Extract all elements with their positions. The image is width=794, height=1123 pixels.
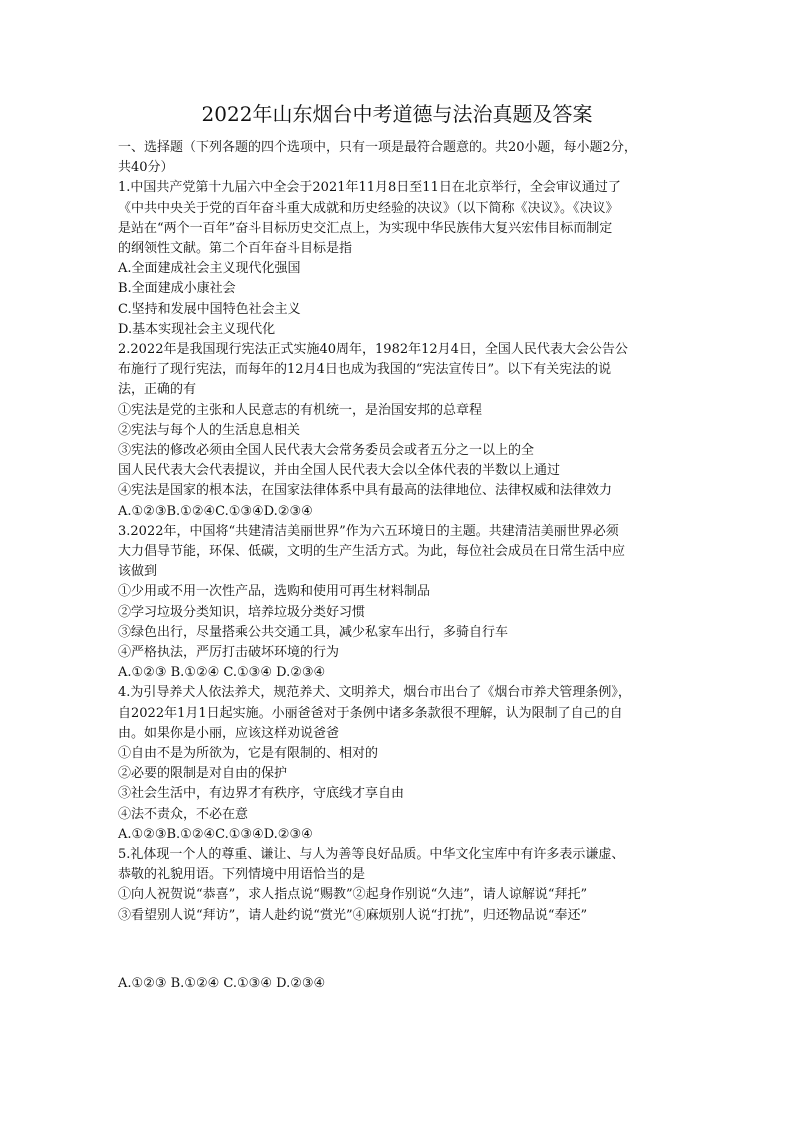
text-line: B.全面建成小康社会 [118,281,236,297]
text-line: ④法不责众，不必在意 [118,806,249,822]
text-line: A.①②③ B.①②④ C.①③④ D.②③④ [118,665,326,681]
section-heading: 一、选择题（下列各题的四个选项中，只有一项是最符合题意的。共20小题，每小题2分， [118,140,637,155]
question-3: 3.2022年，中国将“共建清洁美丽世界”作为六五环境日的主题。共建清洁美丽世界必须 [118,523,619,539]
question-2: 2.2022年是我国现行宪法正式实施40周年，1982年12月4日，全国人民代表大会公告公 [118,342,628,357]
text-line: 法，正确的有 [118,382,197,398]
text-line: 该做到 [118,564,158,580]
text-line: ②学习垃圾分类知识，培养垃圾分类好习惯 [118,604,366,620]
question-5: 5.礼体现一个人的尊重、谦让、与人为善等良好品质。中华文化宝库中有许多表示谦虚、 [118,847,625,862]
text-line: ④严格执法，严厉打击破坏环境的行为 [118,645,340,660]
text-line: ①自由不是为所欲为，它是有限制的、相对的 [118,746,379,761]
text-line: C.坚持和发展中国特色社会主义 [118,301,301,317]
text-line: 是站在“两个一百年”奋斗目标历史交汇点上，为实现中华民族伟大复兴宏伟目标而制定 [118,220,613,236]
text-line: ③宪法的修改必须由全国人民代表大会常务委员会或者五分之一以上的全 [118,443,535,458]
text-line: 恭敬的礼貌用语。下列情境中用语恰当的是 [118,867,366,883]
text-line: 《中共中央关于党的百年奋斗重大成就和历史经验的决议》（以下简称《决议》。《决议》 [118,200,619,216]
text-line: ③绿色出行，尽量搭乘公共交通工具，减少私家车出行，多骑自行车 [118,624,509,640]
text-line: A.全面建成社会主义现代化强国 [118,261,301,277]
text-line: ③社会生活中，有边界才有秩序，守底线才享自由 [118,786,405,802]
question-4: 4.为引导养犬人依法养犬，规范养犬、文明养犬，烟台市出台了《烟台市养犬管理条例》， [118,685,631,701]
text-line: ③看望别人说“拜访”，请人赴约说“赏光”④麻烦别人说“打扰”，归还物品说“奉还” [118,907,588,923]
text-line: 国人民代表大会代表提议，并由全国人民代表大会以全体代表的半数以上通过 [118,463,561,479]
text-line: 布施行了现行宪法，而每年的12月4日也成为我国的“宪法宣传日”。以下有关宪法的说 [118,362,612,378]
text-line: A.①②③ B.①②④ C.①③④ D.②③④ [118,976,326,991]
text-line: 大力倡导节能，环保、低碳，文明的生产生活方式。为此，每位社会成员在日常生活中应 [118,544,626,559]
text-line: A.①②③B.①②④C.①③④D.②③④ [118,503,313,519]
text-line: D.基本实现社会主义现代化 [118,321,276,337]
text-line: ②必要的限制是对自由的保护 [118,766,288,782]
text-line: ①少用或不用一次性产品，选购和使用可再生材料制品 [118,584,431,600]
text-line: ④宪法是国家的根本法，在国家法律体系中具有最高的法律地位、法律权威和法律效力 [118,483,613,499]
page-title: 2022年山东烟台中考道德与法治真题及答案 [201,102,593,126]
text-line: ②宪法与每个人的生活息息相关 [118,422,301,438]
question-1: 1.中国共产党第十九届六中全会于2021年11月8日至11日在北京举行，全会审议通过了 [118,180,621,196]
text-line: A.①②③B.①②④C.①③④D.②③④ [118,826,313,842]
text-line: ①向人祝贺说“恭喜”，求人指点说“赐教”②起身作别说“久违”，请人谅解说“拜托” [118,887,588,903]
text-line: ①宪法是党的主张和人民意志的有机统一，是治国安邦的总章程 [118,402,483,418]
text-line: 自2022年1月1日起实施。小丽爸爸对于条例中诸多条款很不理解，认为限制了自己的自 [118,705,623,721]
text-line: 由。如果你是小丽，应该这样劝说爸爸 [118,725,340,741]
text-line: 的纲领性文献。第二个百年奋斗目标是指 [118,241,353,256]
section-heading: 共40分） [118,160,174,176]
